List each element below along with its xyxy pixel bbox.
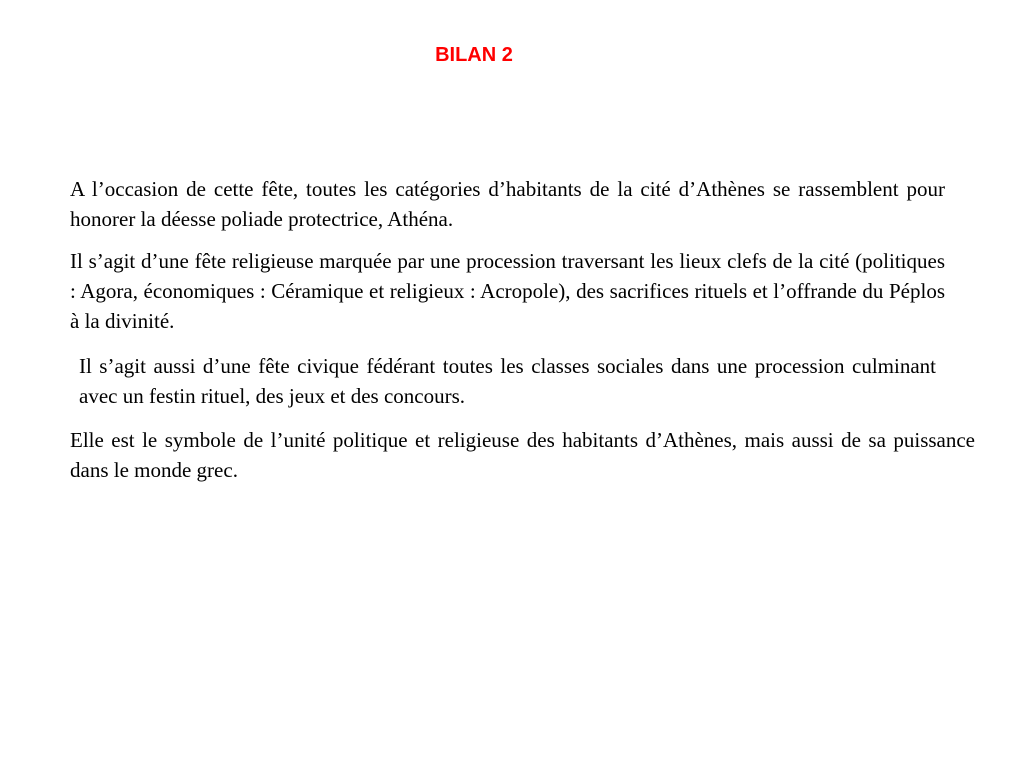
slide-title: BILAN 2 [435, 44, 513, 66]
paragraph-civic-feast: Il s’agit aussi d’une fête civique fédérant toutes les classes sociales dans une procession culminant avec un festin rituel, des jeux et des concours. [79, 354, 936, 408]
paragraph-occasion: A l’occasion de cette fête, toutes les catégories d’habitants de la cité d’Athènes se rassemblent pour honorer la déesse poliade protectrice, Athéna. [70, 177, 945, 231]
paragraph-symbol: Elle est le symbole de l’unité politique et religieuse des habitants d’Athènes, mais aussi de sa puissance dans le monde grec. [70, 428, 975, 482]
paragraph-religious-feast: Il s’agit d’une fête religieuse marquée par une procession traversant les lieux clefs de la cité (politiques : Agora, économiques : Céramique et religieux : Acropole), des sacrifices rituels et l’offrande du Péplos à la divinité. [70, 249, 945, 333]
